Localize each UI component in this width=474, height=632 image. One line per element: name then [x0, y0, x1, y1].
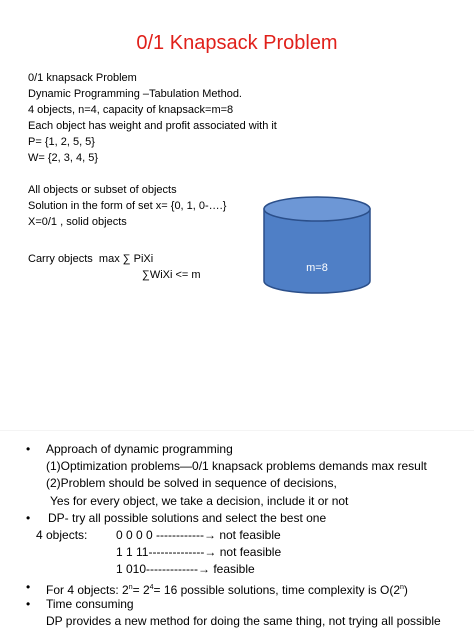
slide2-content	[26, 441, 474, 630]
weight-set: W= {2, 3, 4, 5}	[28, 152, 99, 164]
list-item: 4 objects: 0 0 0 0 ------------→ not feasible	[36, 527, 281, 542]
list-item: Yes for every object, we take a decision, include it or not	[50, 493, 349, 508]
slide-title: 0/1 Knapsack Problem	[136, 32, 338, 54]
objects-line: All objects or subset of objects	[28, 184, 177, 196]
knapsack-cylinder	[262, 195, 372, 295]
bullet-icon: •	[26, 579, 31, 594]
list-item: • Time consuming	[26, 596, 474, 613]
list-item: • Approach of dynamic programming	[26, 441, 474, 458]
carry-block	[28, 251, 201, 283]
profit-set: P= {1, 2, 5, 5}	[28, 136, 95, 148]
list-item: • For 4 objects: $2^n= 2^4= 16$ possible solutions, time complexity is O(2$^n$)	[26, 579, 408, 597]
list-item: (2)Problem should be solved in sequence of decisions,	[46, 476, 337, 491]
intro-line: Each object has weight and profit associated with it	[28, 120, 277, 132]
intro-block	[28, 70, 277, 166]
intro-line: 0/1 knapsack Problem	[28, 72, 137, 84]
list-item: 1 010-------------→ feasible	[116, 562, 255, 577]
list-item: (1)Optimization problems—0/1 knapsack problems demands max result	[46, 459, 427, 474]
objects-line: X=0/1 , solid objects	[28, 216, 127, 228]
intro-line: 4 objects, n=4, capacity of knapsack=m=8	[28, 104, 234, 116]
intro-line: Dynamic Programming –Tabulation Method.	[28, 88, 242, 100]
list-item: 1 1 11--------------→ not feasible	[116, 545, 282, 560]
knapsack-capacity-label: m=8	[306, 262, 328, 274]
carry-formula-1: Carry objects max ∑ PiXi	[28, 253, 154, 265]
bullet-icon: •	[26, 442, 31, 456]
bullet-icon: •	[26, 510, 31, 525]
list-item: • DP- try all possible solutions and select the best one	[26, 510, 474, 527]
list-item: DP provides a new method for doing the same thing, not trying all possible	[46, 613, 441, 628]
carry-formula-2: ∑WiXi <= m	[142, 269, 201, 281]
objects-line: Solution in the form of set x= {0, 1, 0-….}	[28, 200, 227, 212]
bullet-icon: •	[26, 596, 31, 611]
slide-separator	[0, 430, 474, 431]
objects-block	[28, 182, 226, 230]
